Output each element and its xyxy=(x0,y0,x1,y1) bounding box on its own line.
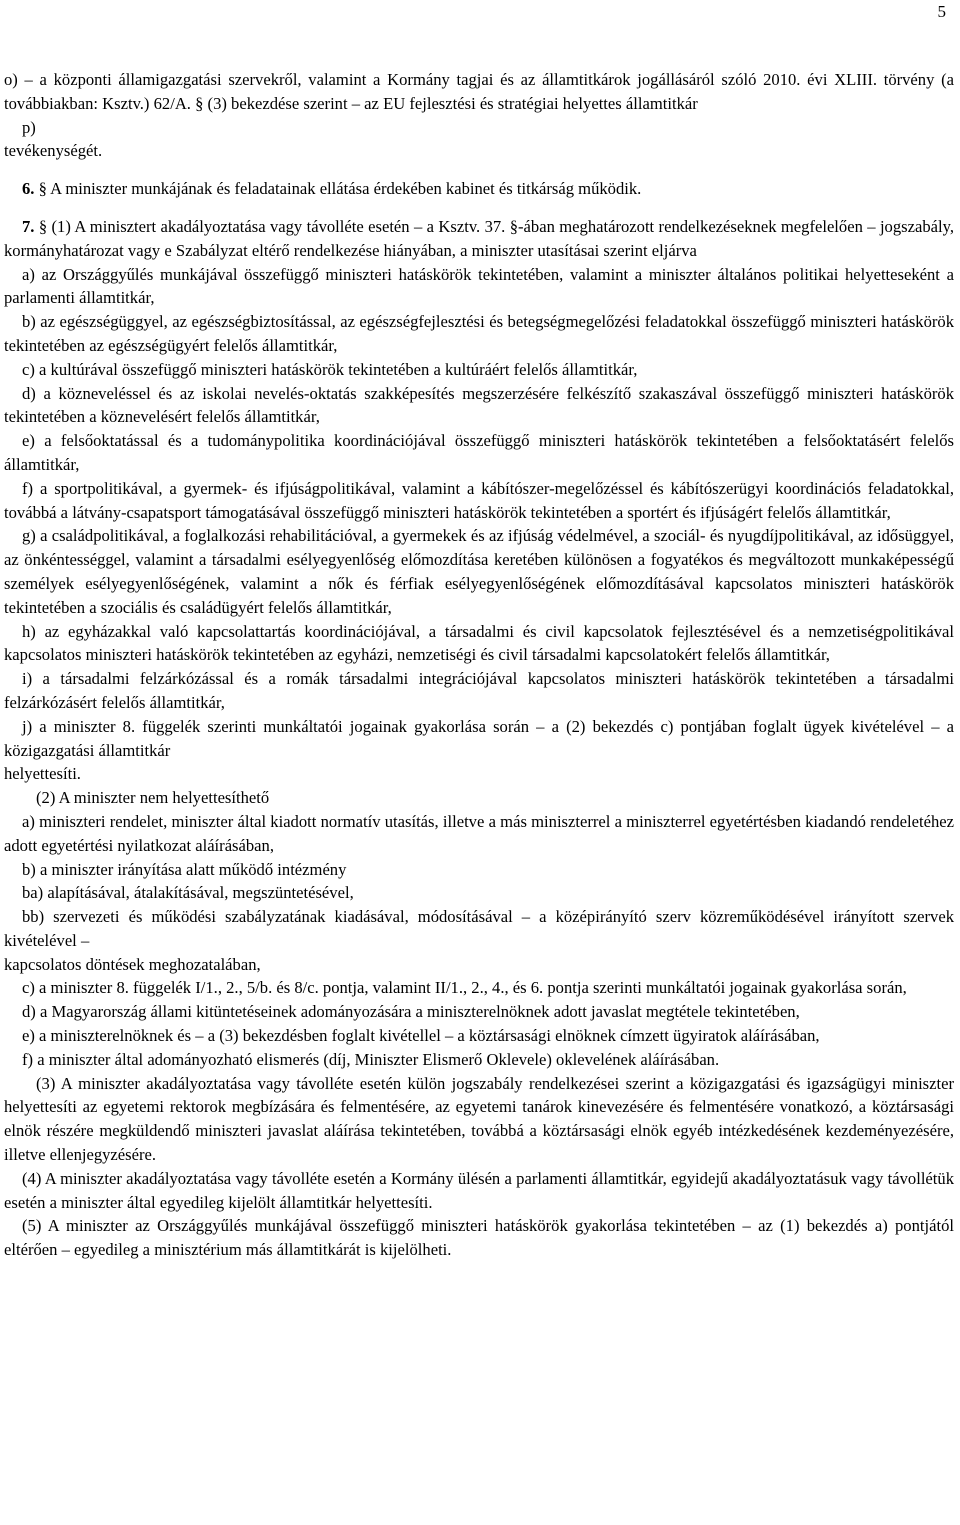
point-a: a) az Országgyűlés munkájával összefüggő miniszteri hatáskörök tekintetében, valamint a miniszter általános politikai helyetteseként a parlamenti államtitkár, xyxy=(4,264,954,308)
section-6 xyxy=(4,177,954,201)
section-7-text: § (1) A minisztert akadályoztatása vagy távolléte esetén – a Ksztv. 37. §-ában meghatározott rendelkezéseknek megfelelően – jogszabály, kormányhatározat vagy e Szabályzat eltérő rendelkezése hiányában, a miniszter utasításai szerint eljárva xyxy=(4,216,954,260)
page-number: 5 xyxy=(937,2,946,21)
subsection-2-f: f) a miniszter által adományozható elismerés (díj, Miniszter Elismerő Oklevele) oklevelének aláírásában. xyxy=(22,1049,720,1069)
subsection-2-a: a) miniszteri rendelet, miniszter által kiadott normatív utasítás, illetve a más miniszterrel a miniszterrel egyetértésben kiadandó rendeletéhez adott egyetértési nyilatkozat aláírásában, xyxy=(4,811,954,855)
subsection-2-kapcsolatos: kapcsolatos döntések meghozatalában, xyxy=(4,954,261,974)
paragraph-p: p) xyxy=(22,117,36,137)
document-body xyxy=(4,68,954,1262)
subsection-3: (3) A miniszter akadályoztatása vagy távolléte esetén külön jogszabály rendelkezései szerint a közigazgatási és igazságügyi miniszter helyettesíti az egyetemi rektorok megbízására és felmentésére, az egyetemi tanárok kinevezésére és felmentésére vonatkozó, a köztársasági elnök részére megküldendő miniszteri javaslat aláírása tekintetében, továbbá a köztársasági elnök egyéb intézkedésének kezdeményezésére, illetve ellenjegyzésére. xyxy=(4,1073,954,1165)
point-b: b) az egészségüggyel, az egészségbiztosítással, az egészségfejlesztési és betegségmegelőzési feladatokkal összefüggő miniszteri hatáskörök tekintetében az egészségügyért felelős államtitkár, xyxy=(4,312,954,355)
paragraph-helyettesiti: helyettesíti. xyxy=(4,764,81,784)
paragraph-tevekenyseget: tevékenységét. xyxy=(4,141,103,161)
point-i: i) a társadalmi felzárkózással és a romák társadalmi integrációjával kapcsolatos miniszteri hatáskörök tekintetében a társadalmi felzárkózásért felelős államtitkár, xyxy=(4,669,954,712)
point-g: g) a családpolitikával, a foglalkozási rehabilitációval, a gyermekek és az ifjúság védelmével, a szociál- és nyugdíjpolitikával, az idősüggyel, az önkéntességgel, valamint a társadalmi esélyegyenlőség előmozdítása keretében különösen a fogyatékos és megváltozott munkaképességű személyek esélyegyenlőségének, valamint a nők és férfiak esélyegyenlőségének előmozdításával kapcsolatos miniszteri hatáskörök tekintetében a szociális és családügyért felelős államtitkár, xyxy=(4,526,954,617)
subsection-2-d: d) a Magyarország állami kitüntetéseinek adományozására a miniszterelnöknek adott javaslat megtétele tekintetében, xyxy=(22,1002,800,1022)
subsection-5: (5) A miniszter az Országgyűlés munkájával összefüggő miniszteri hatáskörök gyakorlása tekintetében – az (1) bekezdés a) pontjától eltérően – egyedileg a minisztérium más államtitkárát is kijelölheti. xyxy=(4,1216,954,1260)
subsection-2: (2) A miniszter nem helyettesíthető xyxy=(36,788,270,808)
section-6-number: 6. xyxy=(22,179,35,199)
point-e: e) a felsőoktatással és a tudománypolitika koordinációjával összefüggő miniszteri hatáskörök tekintetében a felsőoktatásért felelős államtitkár, xyxy=(4,431,954,474)
subsection-2-ba: ba) alapításával, átalakításával, megszüntetésével, xyxy=(22,883,354,903)
point-j: j) a miniszter 8. függelék szerinti munkáltatói jogainak gyakorlása során – a (2) bekezdés c) pontjában foglalt ügyek kivételével – a közigazgatási államtitkár xyxy=(4,716,954,760)
subsection-2-b: b) a miniszter irányítása alatt működő intézmény xyxy=(22,859,347,879)
subsection-2-c: c) a miniszter 8. függelék I/1., 2., 5/b. és 8/c. pontja, valamint II/1., 2., 4., és 6. pontja szerinti munkáltatói jogainak gyakorlása során, xyxy=(22,978,907,998)
point-d: d) a közneveléssel és az iskolai nevelés-oktatás szakképesítés megszerzésére felkészítő szakaszával összefüggő miniszteri hatáskörök tekintetében a köznevelésért felelős államtitkár, xyxy=(4,383,954,427)
subsection-4: (4) A miniszter akadályoztatása vagy távolléte esetén a Kormány ülésén a parlamenti államtitkár, egyidejű akadályoztatásuk vagy távollétük esetén a miniszter által egyedileg kijelölt államtitkár helyettesíti. xyxy=(4,1168,954,1212)
section-7 xyxy=(4,215,954,263)
section-7-number: 7. xyxy=(22,216,35,236)
subsection-2-e: e) a miniszterelnöknek és – a (3) bekezdésben foglalt kivétellel – a köztársasági elnöknek címzett ügyiratok aláírásában, xyxy=(22,1026,820,1046)
section-6-text: § A miniszter munkájának és feladatainak ellátása érdekében kabinet és titkárság működik. xyxy=(38,179,642,199)
point-c: c) a kultúrával összefüggő miniszteri hatáskörök tekintetében a kultúráért felelős államtitkár, xyxy=(22,359,638,379)
point-f: f) a sportpolitikával, a gyermek- és ifjúságpolitikával, valamint a kábítószer-megelőzéssel és kábítószerügyi koordinációs feladatokkal, továbbá a látvány-csapatsport támogatásával összefüggő miniszteri hatáskörök tekintetében a sportért és ifjúságért felelős államtitkár, xyxy=(4,478,954,522)
subsection-2-bb: bb) szervezeti és működési szabályzatának kiadásával, módosításával – a középirányító szerv közreműködésével irányított szervek kivételével – xyxy=(4,907,954,950)
point-h: h) az egyházakkal való kapcsolattartás koordinációjával, a társadalmi és civil kapcsolatok fejlesztésével és a nemzetiségpolitikával kapcsolatos miniszteri hatáskörök tekintetében az egyházi, nemzetiségi és civil társadalmi kapcsolatokért felelős államtitkár, xyxy=(4,621,954,665)
paragraph-o: o) – a központi államigazgatási szervekről, valamint a Kormány tagjai és az államtitkárok jogállásáról szóló 2010. évi XLIII. törvény (a továbbiakban: Ksztv.) 62/A. § (3) bekezdése szerint – az EU fejlesztési és stratégiai helyettes államtitkár xyxy=(4,70,954,113)
